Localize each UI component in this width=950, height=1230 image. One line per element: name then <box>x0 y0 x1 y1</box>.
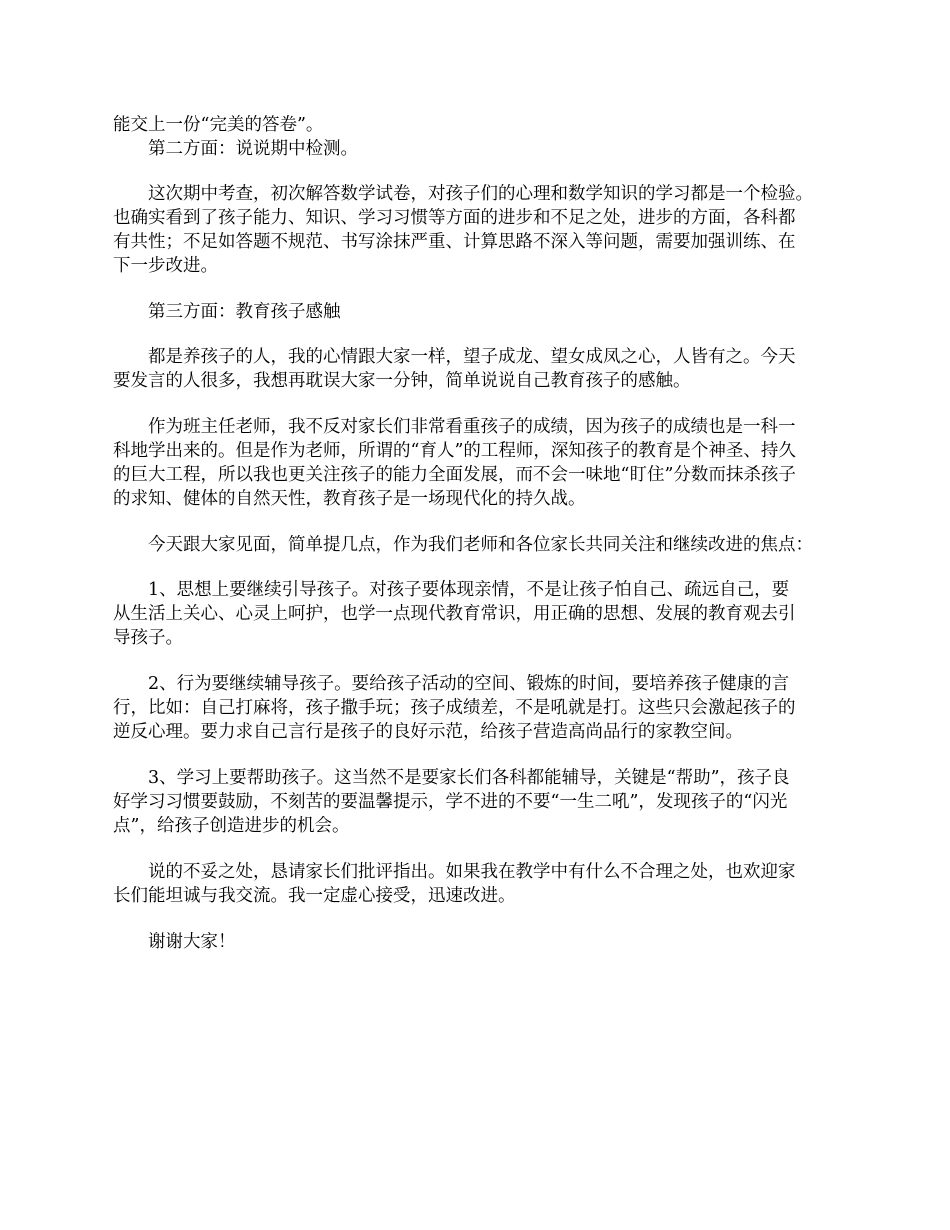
text-line: 3、学习上要帮助孩子。这当然不是要家长们各科都能辅导，关键是“帮助”，孩子良 <box>148 768 790 788</box>
text-line: 也确实看到了孩子能力、知识、学习习惯等方面的进步和不足之处，进步的方面，各科都 <box>113 208 796 228</box>
text-line: 这次期中考查，初次解答数学试卷，对孩子们的心理和数学知识的学习都是一个检验。 <box>148 184 813 204</box>
text-line: 谢谢大家！ <box>148 932 236 952</box>
text-line: 都是养孩子的人，我的心情跟大家一样，望子成龙、望女成凤之心，人皆有之。今天 <box>148 347 796 367</box>
list-item-3 <box>113 766 843 838</box>
text-line: 导孩子。 <box>113 628 183 648</box>
text-line: 第二方面：说说期中检测。 <box>148 139 358 159</box>
text-line: 能交上一份“完美的答卷”。 <box>113 115 324 135</box>
text-line: 的巨大工程，所以我也更关注孩子的能力全面发展，而不会一味地“盯住”分数而抹杀孩子 <box>113 465 796 485</box>
paragraph-continuation <box>113 113 843 137</box>
text-line: 从生活上关心、心灵上呵护，也学一点现代教育常识，用正确的思想、发展的教育观去引 <box>113 604 796 624</box>
text-line: 第三方面：教育孩子感触 <box>148 302 341 322</box>
section-heading-2 <box>113 137 843 161</box>
text-line: 2、行为要继续辅导孩子。要给孩子活动的空间、锻炼的时间，要培养孩子健康的言 <box>148 674 790 694</box>
paragraph-closing <box>113 860 843 908</box>
text-line: 好学习习惯要鼓励，不刻苦的要温馨提示，学不进的不要“一生二吼”，发现孩子的“闪光 <box>113 792 788 812</box>
paragraph-feelings <box>113 345 843 393</box>
section-heading-3 <box>113 300 843 324</box>
text-line: 的求知、健体的自然天性，教育孩子是一场现代化的持久战。 <box>113 489 586 509</box>
text-line: 要发言的人很多，我想再耽误大家一分钟，简单说说自己教育孩子的感触。 <box>113 371 691 391</box>
text-line: 今天跟大家见面，简单提几点，作为我们老师和各位家长共同关注和继续改进的焦点： <box>148 535 813 555</box>
list-item-1 <box>113 578 843 650</box>
text-line: 科地学出来的。但是作为老师，所谓的“育人”的工程师，深知孩子的教育是个神圣、持久 <box>113 441 796 461</box>
paragraph-focus-points <box>113 533 843 557</box>
text-line: 逆反心理。要力求自己言行是孩子的良好示范，给孩子营造高尚品行的家教空间。 <box>113 722 743 742</box>
text-line: 1、思想上要继续引导孩子。对孩子要体现亲情，不是让孩子怕自己、疏远自己，要 <box>148 580 790 600</box>
paragraph-thanks <box>113 930 843 954</box>
text-line: 下一步改进。 <box>113 256 218 276</box>
text-line: 行，比如：自己打麻将，孩子撒手玩；孩子成绩差，不是吼就是打。这些只会激起孩子的 <box>113 698 796 718</box>
text-line: 点”，给孩子创造进步的机会。 <box>113 816 350 836</box>
text-line: 说的不妥之处，恳请家长们批评指出。如果我在教学中有什么不合理之处，也欢迎家 <box>148 862 796 882</box>
text-line: 有共性；不足如答题不规范、书写涂抹严重、计算思路不深入等问题，需要加强训练、在 <box>113 232 796 252</box>
text-line: 长们能坦诚与我交流。我一定虚心接受，迅速改进。 <box>113 886 516 906</box>
paragraph-midterm <box>113 182 843 278</box>
list-item-2 <box>113 672 843 744</box>
paragraph-teacher-view <box>113 415 843 511</box>
text-line: 作为班主任老师，我不反对家长们非常看重孩子的成绩，因为孩子的成绩也是一科一 <box>148 417 796 437</box>
